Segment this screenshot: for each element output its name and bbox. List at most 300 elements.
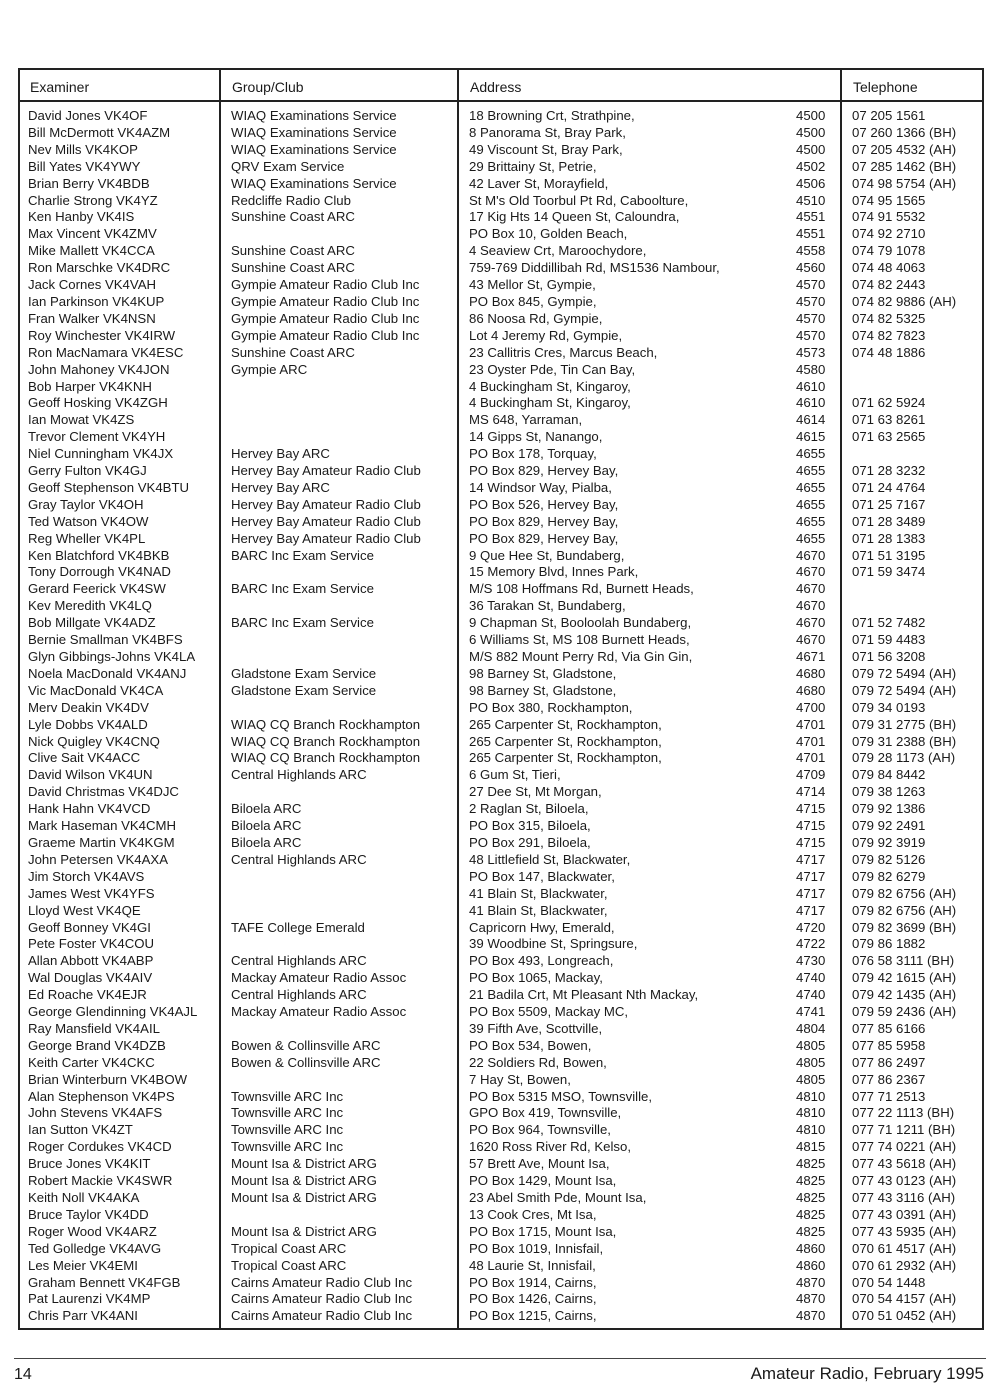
examiner-cell: Ken Blatchford VK4BKB (28, 547, 170, 563)
postcode-cell: 4670 (796, 564, 826, 580)
examiner-cell: Les Meier VK4EMI (28, 1257, 138, 1273)
postcode-cell: 4860 (796, 1240, 826, 1256)
postcode-cell: 4570 (796, 310, 826, 326)
address-cell: 9 Chapman St, Booloolah Bundaberg, (469, 615, 692, 631)
address-cell: PO Box 1019, Innisfail, (469, 1240, 604, 1256)
telephone-cell: 079 31 2388 (BH) (852, 733, 957, 749)
group-cell: Sunshine Coast ARC (231, 260, 355, 276)
table-row (20, 1055, 982, 1072)
telephone-cell: 079 72 5494 (AH) (852, 665, 957, 681)
group-cell: WIAQ Examinations Service (231, 124, 397, 140)
table-row (20, 564, 982, 581)
examiner-cell: Wal Douglas VK4AIV (28, 970, 153, 986)
address-cell: 48 Littlefield St, Blackwater, (469, 851, 631, 867)
table-row (20, 1258, 982, 1275)
address-cell: PO Box 380, Rockhampton, (469, 699, 633, 715)
table-row (20, 734, 982, 751)
examiner-cell: Nev Mills VK4KOP (28, 141, 138, 157)
examiner-cell: Alan Stephenson VK4PS (28, 1088, 175, 1104)
telephone-cell: 074 48 4063 (852, 260, 926, 276)
examiner-cell: Nick Quigley VK4CNQ (28, 733, 160, 749)
examiner-cell: Ian Mowat VK4ZS (28, 412, 135, 428)
examiner-cell: John Stevens VK4AFS (28, 1105, 163, 1121)
group-cell: Gladstone Exam Service (231, 682, 377, 698)
examiner-cell: Robert Mackie VK4SWR (28, 1173, 173, 1189)
group-cell: Cairns Amateur Radio Club Inc (231, 1291, 413, 1307)
examiner-cell: Ken Hanby VK4IS (28, 209, 135, 225)
postcode-cell: 4700 (796, 699, 826, 715)
postcode-cell: 4717 (796, 902, 826, 918)
address-cell: 49 Viscount St, Bray Park, (469, 141, 623, 157)
postcode-cell: 4714 (796, 784, 826, 800)
table-row (20, 903, 982, 920)
address-cell: 48 Laurie St, Innisfail, (469, 1257, 596, 1273)
group-cell: Gympie Amateur Radio Club Inc (231, 277, 420, 293)
table-row (20, 615, 982, 632)
examiner-cell: Geoff Bonney VK4GI (28, 919, 151, 935)
telephone-cell: 074 82 5325 (852, 310, 926, 326)
examiner-cell: Keith Carter VK4CKC (28, 1054, 155, 1070)
footer-divider (14, 1358, 986, 1359)
table-row (20, 1156, 982, 1173)
examiner-cell: Ted Golledge VK4AVG (28, 1240, 162, 1256)
telephone-cell: 071 28 3232 (852, 463, 926, 479)
table-row (20, 497, 982, 514)
examiner-cell: Max Vincent VK4ZMV (28, 226, 157, 242)
address-cell: PO Box 1429, Mount Isa, (469, 1173, 617, 1189)
telephone-cell: 077 85 6166 (852, 1020, 926, 1036)
examiner-cell: Hank Hahn VK4VCD (28, 801, 151, 817)
table-row (20, 1072, 982, 1089)
address-cell: PO Box 829, Hervey Bay, (469, 513, 619, 529)
examiner-cell: Brian Winterburn VK4BOW (28, 1071, 188, 1087)
group-cell: Mount Isa & District ARG (231, 1173, 377, 1189)
group-cell: Central Highlands ARC (231, 767, 367, 783)
telephone-cell: 077 71 1211 (BH) (852, 1122, 956, 1138)
table-row (20, 1004, 982, 1021)
telephone-cell: 070 54 4157 (AH) (852, 1291, 957, 1307)
address-cell: St M's Old Toorbul Pt Rd, Caboolture, (469, 192, 689, 208)
group-cell: BARC Inc Exam Service (231, 547, 374, 563)
address-cell: PO Box 5509, Mackay MC, (469, 1004, 629, 1020)
telephone-cell: 07 285 1462 (BH) (852, 158, 957, 174)
group-cell: Biloela ARC (231, 834, 302, 850)
table-row (20, 226, 982, 243)
group-cell: Townsville ARC Inc (231, 1139, 344, 1155)
header-group-club: Group/Club (232, 79, 304, 95)
postcode-cell: 4722 (796, 936, 826, 952)
table-row (20, 328, 982, 345)
table-row (20, 835, 982, 852)
examiner-cell: Vic MacDonald VK4CA (28, 682, 164, 698)
examiner-cell: Merv Deakin VK4DV (28, 699, 149, 715)
address-cell: PO Box 147, Blackwater, (469, 868, 615, 884)
table-row (20, 886, 982, 903)
telephone-cell: 077 86 2367 (852, 1071, 926, 1087)
telephone-cell: 071 56 3208 (852, 649, 926, 664)
telephone-cell: 076 58 3111 (BH) (852, 953, 955, 969)
examiner-cell: Ron MacNamara VK4ESC (28, 344, 184, 360)
group-cell: Gympie Amateur Radio Club Inc (231, 293, 420, 309)
table-row (20, 750, 982, 767)
address-cell: 98 Barney St, Gladstone, (469, 682, 617, 698)
group-cell: WIAQ Examinations Service (231, 108, 397, 123)
table-row (20, 362, 982, 379)
examiner-cell: Trevor Clement VK4YH (28, 429, 166, 445)
table-row (20, 852, 982, 869)
postcode-cell: 4860 (796, 1257, 826, 1273)
telephone-cell: 074 79 1078 (852, 243, 926, 259)
address-cell: 7 Hay St, Bowen, (469, 1071, 571, 1087)
table-row (20, 260, 982, 277)
telephone-cell: 079 28 1173 (AH) (852, 750, 956, 766)
address-cell: 6 Gum St, Tieri, (469, 767, 561, 783)
group-cell: Cairns Amateur Radio Club Inc (231, 1308, 413, 1324)
examiner-cell: Lloyd West VK4QE (28, 902, 141, 918)
examiner-cell: Charlie Strong VK4YZ (28, 192, 158, 208)
address-cell: Lot 4 Jeremy Rd, Gympie, (469, 327, 623, 343)
address-cell: PO Box 845, Gympie, (469, 293, 597, 309)
postcode-cell: 4740 (796, 987, 826, 1003)
address-cell: 4 Buckingham St, Kingaroy, (469, 395, 631, 411)
address-cell: 265 Carpenter St, Rockhampton, (469, 750, 662, 766)
address-cell: 23 Abel Smith Pde, Mount Isa, (469, 1190, 647, 1205)
telephone-cell: 079 31 2775 (BH) (852, 716, 957, 732)
telephone-cell: 079 59 2436 (AH) (852, 1004, 957, 1020)
telephone-cell: 079 84 8442 (852, 767, 926, 783)
group-cell: Gladstone Exam Service (231, 665, 377, 681)
address-cell: 8 Panorama St, Bray Park, (469, 124, 626, 140)
telephone-cell: 074 92 2710 (852, 226, 926, 242)
postcode-cell: 4655 (796, 446, 826, 462)
address-cell: 17 Kig Hts 14 Queen St, Caloundra, (469, 209, 680, 225)
address-cell: 27 Dee St, Mt Morgan, (469, 784, 602, 800)
group-cell: WIAQ CQ Branch Rockhampton (231, 716, 421, 732)
telephone-cell: 077 43 5618 (AH) (852, 1156, 957, 1172)
table-row (20, 970, 982, 987)
address-cell: M/S 882 Mount Perry Rd, Via Gin Gin, (469, 649, 693, 664)
postcode-cell: 4730 (796, 953, 826, 969)
examiner-cell: Noela MacDonald VK4ANJ (28, 665, 187, 681)
address-cell: PO Box 534, Bowen, (469, 1037, 592, 1053)
postcode-cell: 4701 (796, 716, 826, 732)
postcode-cell: 4500 (796, 108, 826, 123)
postcode-cell: 4741 (796, 1004, 826, 1020)
table-row (20, 277, 982, 294)
telephone-cell: 077 86 2497 (852, 1054, 926, 1070)
table-row (20, 581, 982, 598)
address-cell: 265 Carpenter St, Rockhampton, (469, 733, 662, 749)
telephone-cell: 077 43 0123 (AH) (852, 1173, 957, 1189)
examiner-cell: Pete Foster VK4COU (28, 936, 155, 952)
table-row (20, 345, 982, 362)
telephone-cell: 07 205 1561 (852, 108, 926, 123)
postcode-cell: 4701 (796, 750, 826, 766)
address-cell: 57 Brett Ave, Mount Isa, (469, 1156, 610, 1172)
group-cell: Mackay Amateur Radio Assoc (231, 1004, 407, 1020)
table-row (20, 108, 982, 125)
postcode-cell: 4671 (796, 649, 826, 664)
telephone-cell: 079 92 1386 (852, 801, 926, 817)
examiner-cell: Niel Cunningham VK4JX (28, 446, 174, 462)
postcode-cell: 4810 (796, 1122, 826, 1138)
group-cell: Mount Isa & District ARG (231, 1156, 377, 1172)
examiner-cell: George Glendinning VK4AJL (28, 1004, 198, 1020)
postcode-cell: 4502 (796, 158, 826, 174)
examiner-cell: Ray Mansfield VK4AIL (28, 1020, 160, 1036)
table-row (20, 429, 982, 446)
address-cell: 36 Tarakan St, Bundaberg, (469, 598, 626, 614)
address-cell: PO Box 1065, Mackay, (469, 970, 603, 986)
postcode-cell: 4805 (796, 1054, 826, 1070)
examiner-cell: Ted Watson VK4OW (28, 513, 149, 529)
table-row (20, 1241, 982, 1258)
postcode-cell: 4655 (796, 513, 826, 529)
address-cell: 41 Blain St, Blackwater, (469, 885, 608, 901)
address-cell: PO Box 178, Torquay, (469, 446, 597, 462)
address-cell: GPO Box 419, Townsville, (469, 1105, 622, 1121)
examiner-cell: Ian Parkinson VK4KUP (28, 293, 165, 309)
group-cell: TAFE College Emerald (231, 919, 365, 935)
examiner-cell: Ron Marschke VK4DRC (28, 260, 171, 276)
telephone-cell: 071 59 3474 (852, 564, 926, 580)
table-row (20, 1139, 982, 1156)
postcode-cell: 4551 (796, 226, 826, 242)
postcode-cell: 4825 (796, 1173, 826, 1189)
telephone-cell: 074 95 1565 (852, 192, 926, 208)
examiner-cell: Jack Cornes VK4VAH (28, 277, 157, 293)
group-cell: Tropical Coast ARC (231, 1240, 347, 1256)
table-row (20, 1224, 982, 1241)
group-cell: Gympie Amateur Radio Club Inc (231, 310, 420, 326)
postcode-cell: 4615 (796, 429, 826, 445)
table-row (20, 987, 982, 1004)
examiner-cell: Geoff Stephenson VK4BTU (28, 479, 190, 495)
group-cell: Gympie ARC (231, 361, 308, 377)
publication-title: Amateur Radio, February 1995 (750, 1364, 984, 1383)
table-row (20, 531, 982, 548)
table-row (20, 1089, 982, 1106)
table-row (20, 767, 982, 784)
table-row (20, 243, 982, 260)
table-row (20, 1308, 982, 1325)
telephone-cell: 077 43 0391 (AH) (852, 1206, 957, 1222)
postcode-cell: 4670 (796, 615, 826, 631)
group-cell: Hervey Bay ARC (231, 479, 330, 495)
table-row (20, 1021, 982, 1038)
examiner-cell: Chris Parr VK4ANI (28, 1308, 138, 1324)
examiner-cell: James West VK4YFS (28, 885, 155, 901)
table-row (20, 142, 982, 159)
postcode-cell: 4510 (796, 192, 826, 208)
postcode-cell: 4670 (796, 598, 826, 614)
group-cell: Hervey Bay Amateur Radio Club (231, 463, 421, 479)
group-cell: Central Highlands ARC (231, 851, 367, 867)
address-cell: PO Box 10, Golden Beach, (469, 226, 628, 242)
postcode-cell: 4715 (796, 834, 826, 850)
telephone-cell: 074 82 2443 (852, 277, 926, 293)
postcode-cell: 4500 (796, 124, 826, 140)
telephone-cell: 074 82 9886 (AH) (852, 293, 957, 309)
table-row (20, 1173, 982, 1190)
telephone-cell: 074 82 7823 (852, 327, 926, 343)
postcode-cell: 4825 (796, 1190, 826, 1205)
group-cell: Sunshine Coast ARC (231, 344, 355, 360)
table-row (20, 159, 982, 176)
postcode-cell: 4655 (796, 496, 826, 512)
table-row (20, 209, 982, 226)
table-row (20, 176, 982, 193)
header-telephone: Telephone (853, 79, 918, 95)
telephone-cell: 071 62 5924 (852, 395, 926, 411)
group-cell: BARC Inc Exam Service (231, 581, 374, 597)
examiner-cell: Roger Cordukes VK4CD (28, 1139, 172, 1155)
address-cell: 4 Seaview Crt, Maroochydore, (469, 243, 647, 259)
telephone-cell: 077 43 5935 (AH) (852, 1223, 957, 1239)
table-row (20, 463, 982, 480)
examiner-cell: Bernie Smallman VK4BFS (28, 632, 183, 648)
postcode-cell: 4670 (796, 632, 826, 648)
table-row (20, 869, 982, 886)
telephone-cell: 071 51 3195 (852, 547, 926, 563)
telephone-cell: 079 82 6756 (AH) (852, 885, 957, 901)
table-row (20, 193, 982, 210)
examiner-cell: Brian Berry VK4BDB (28, 175, 150, 191)
postcode-cell: 4720 (796, 919, 826, 935)
table-row (20, 125, 982, 142)
table-row (20, 632, 982, 649)
group-cell: Townsville ARC Inc (231, 1122, 344, 1138)
table-row (20, 936, 982, 953)
telephone-cell: 079 38 1263 (852, 784, 926, 800)
postcode-cell: 4610 (796, 395, 826, 411)
postcode-cell: 4570 (796, 277, 826, 293)
examiner-cell: Pat Laurenzi VK4MP (28, 1291, 151, 1307)
table-row (20, 1038, 982, 1055)
examiner-cell: John Petersen VK4AXA (28, 851, 169, 867)
examiner-cell: Bob Harper VK4KNH (28, 378, 152, 394)
telephone-cell: 071 28 1383 (852, 530, 926, 546)
postcode-cell: 4825 (796, 1223, 826, 1239)
header-examiner: Examiner (30, 79, 90, 95)
examiner-table (18, 68, 984, 1330)
table-row (20, 801, 982, 818)
examiner-cell: Fran Walker VK4NSN (28, 310, 156, 326)
postcode-cell: 4709 (796, 767, 826, 783)
address-cell: 23 Oyster Pde, Tin Can Bay, (469, 361, 636, 377)
table-row (20, 412, 982, 429)
group-cell: QRV Exam Service (231, 158, 345, 174)
address-cell: 98 Barney St, Gladstone, (469, 665, 617, 681)
address-cell: 86 Noosa Rd, Gympie, (469, 310, 603, 326)
group-cell: Cairns Amateur Radio Club Inc (231, 1274, 413, 1290)
address-cell: 14 Windsor Way, Pialba, (469, 479, 612, 495)
address-cell: 22 Soldiers Rd, Bowen, (469, 1054, 607, 1070)
table-row (20, 700, 982, 717)
examiner-cell: Bruce Taylor VK4DD (28, 1206, 149, 1222)
telephone-cell: 079 34 0193 (852, 699, 926, 715)
address-cell: PO Box 493, Longreach, (469, 953, 614, 969)
postcode-cell: 4570 (796, 293, 826, 309)
group-cell: Central Highlands ARC (231, 987, 367, 1003)
header-address: Address (470, 79, 522, 95)
examiner-cell: Mark Haseman VK4CMH (28, 818, 177, 834)
address-cell: PO Box 526, Hervey Bay, (469, 496, 619, 512)
table-row (20, 1275, 982, 1292)
postcode-cell: 4506 (796, 175, 826, 191)
group-cell: Biloela ARC (231, 818, 302, 834)
postcode-cell: 4870 (796, 1308, 826, 1324)
address-cell: 2 Raglan St, Biloela, (469, 801, 589, 817)
examiner-cell: David Wilson VK4UN (28, 767, 153, 783)
postcode-cell: 4815 (796, 1139, 826, 1155)
group-cell: Sunshine Coast ARC (231, 209, 355, 225)
examiner-cell: Bruce Jones VK4KIT (28, 1156, 151, 1172)
postcode-cell: 4655 (796, 463, 826, 479)
postcode-cell: 4614 (796, 412, 826, 428)
postcode-cell: 4717 (796, 851, 826, 867)
address-cell: Capricorn Hwy, Emerald, (469, 919, 615, 935)
table-body (20, 108, 982, 1325)
postcode-cell: 4810 (796, 1088, 826, 1104)
telephone-cell: 077 74 0221 (AH) (852, 1139, 957, 1155)
table-row (20, 1207, 982, 1224)
postcode-cell: 4580 (796, 361, 826, 377)
postcode-cell: 4715 (796, 801, 826, 817)
address-cell: 4 Buckingham St, Kingaroy, (469, 378, 631, 394)
address-cell: 15 Memory Blvd, Innes Park, (469, 564, 639, 580)
examiner-cell: Reg Wheller VK4PL (28, 530, 146, 546)
examiner-cell: Clive Sait VK4ACC (28, 750, 141, 766)
address-cell: PO Box 1426, Cairns, (469, 1291, 597, 1307)
telephone-cell: 074 98 5754 (AH) (852, 175, 957, 191)
address-cell: PO Box 829, Hervey Bay, (469, 530, 619, 546)
telephone-cell: 07 205 4532 (AH) (852, 141, 957, 157)
table-row (20, 953, 982, 970)
telephone-cell: 079 82 6279 (852, 868, 926, 884)
table-row (20, 920, 982, 937)
telephone-cell: 079 82 6756 (AH) (852, 902, 957, 918)
examiner-cell: Bill McDermott VK4AZM (28, 124, 171, 140)
telephone-cell: 074 91 5532 (852, 209, 926, 225)
telephone-cell: 070 61 2932 (AH) (852, 1257, 957, 1273)
telephone-cell: 077 22 1113 (BH) (852, 1105, 955, 1121)
address-cell: 265 Carpenter St, Rockhampton, (469, 716, 662, 732)
group-cell: Tropical Coast ARC (231, 1257, 347, 1273)
table-row (20, 548, 982, 565)
address-cell: 21 Badila Crt, Mt Pleasant Nth Mackay, (469, 987, 699, 1003)
postcode-cell: 4558 (796, 243, 826, 259)
postcode-cell: 4701 (796, 733, 826, 749)
table-row (20, 649, 982, 666)
telephone-cell: 071 63 2565 (852, 429, 926, 445)
address-cell: 43 Mellor St, Gympie, (469, 277, 596, 293)
postcode-cell: 4551 (796, 209, 826, 225)
group-cell: Central Highlands ARC (231, 953, 367, 969)
telephone-cell: 070 54 1448 (852, 1274, 926, 1290)
telephone-cell: 077 85 5958 (852, 1037, 926, 1053)
address-cell: PO Box 5315 MSO, Townsville, (469, 1088, 652, 1104)
table-row (20, 666, 982, 683)
table-row (20, 818, 982, 835)
postcode-cell: 4670 (796, 581, 826, 597)
group-cell: Hervey Bay Amateur Radio Club (231, 513, 421, 529)
table-row (20, 446, 982, 463)
group-cell: Mount Isa & District ARG (231, 1190, 377, 1205)
postcode-cell: 4680 (796, 665, 826, 681)
group-cell: WIAQ Examinations Service (231, 175, 397, 191)
table-row (20, 1122, 982, 1139)
